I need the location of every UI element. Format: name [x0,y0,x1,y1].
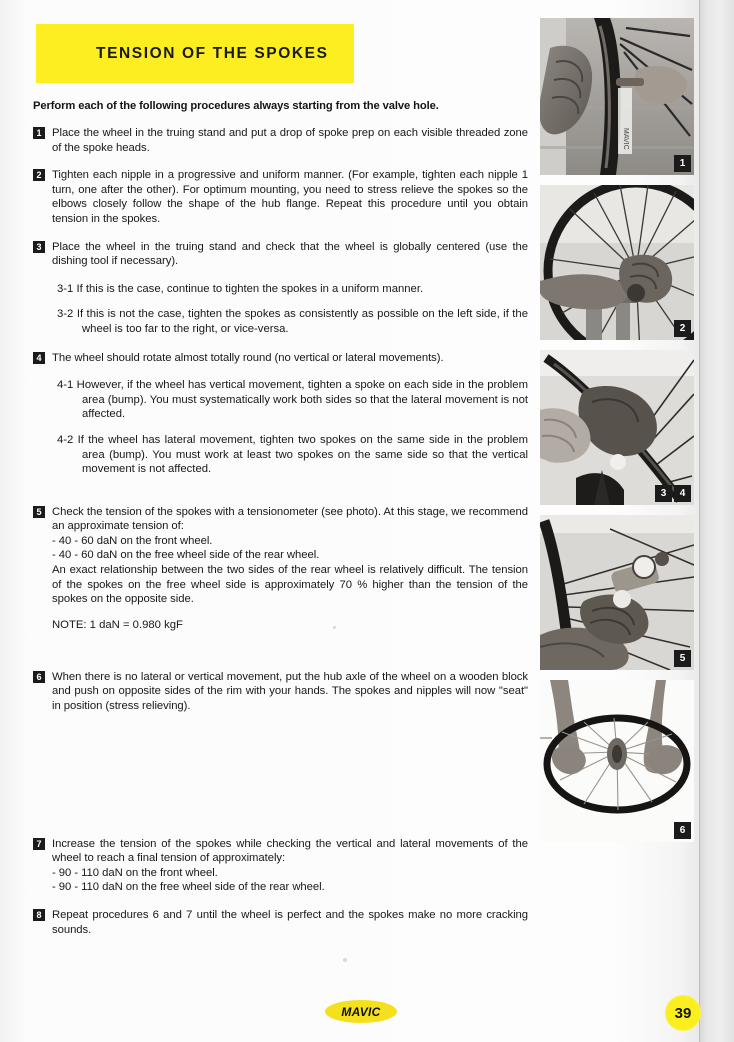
page-gutter [700,0,734,1042]
step-text: Increase the tension of the spokes while checking the vertical and lateral movements of the wheel to reach a final tension of approximately: [52,837,528,865]
step-text: When there is no lateral or vertical movement, put the hub axle of the wheel on a wooden block and push on opposite sides of the rim with your hands. The spokes and nipples will now "seat" in position (stress relieving). [52,670,528,713]
step-6 [33,670,528,714]
substep-text: However, if the wheel has vertical movement, tighten a spoke on each side in the problem area (bump). You must systematically work both sides so that the lateral movement is not affected. [76,379,529,421]
step-text-continued: An exact relationship between the two sides of the rear wheel is relatively difficult. The tension of the spokes on the free wheel side is approximately 70 % higher than the tension of the spokes on the opposite side. [52,564,528,606]
step-note: NOTE: 1 daN = 0.980 kgF [52,618,183,631]
page-title: TENSION OF THE SPOKES [96,44,329,62]
step-number-badge: 1 [33,127,45,139]
photo-badge: 1 [674,155,691,172]
substep-4-2 [33,433,528,477]
step-number-badge: 3 [33,241,45,253]
substep-line [57,433,528,477]
step-bullet: - 90 - 110 daN on the front wheel. [52,866,218,879]
scan-speck [343,958,347,962]
intro-text: Perform each of the following procedures always starting from the valve hole. [33,100,439,112]
mavic-logo-text: MAVIC [341,1004,381,1019]
photo-column [540,18,694,852]
step-text: The wheel should rotate almost totally round (no vertical or lateral movements). [52,351,444,364]
title-banner [36,24,354,83]
step-bullet: - 40 - 60 daN on the front wheel. [52,534,213,547]
substep-number: 3-2 [57,308,74,321]
substep-number: 3-1 [57,282,74,295]
step-number-badge: 4 [33,352,45,364]
photo-badge: 2 [674,320,691,337]
step-bullet: - 40 - 60 daN on the free wheel side of the rear wheel. [52,549,320,562]
step-number-badge: 8 [33,909,45,921]
substep-text: If the wheel has lateral movement, tighten two spokes on the same side in the problem area (bump). You must work at least two spokes on the same side so that the vertical movement is not affected. [77,433,528,476]
block-spacer [33,479,528,505]
photo-5 [540,515,694,670]
step-text: Place the wheel in the truing stand and put a drop of spoke prep on each visible threaded zone of the spoke heads. [52,127,528,154]
photo-wheel-stress-relieving-icon [540,680,694,842]
svg-text:MAVIC: MAVIC [622,128,629,150]
step-text: Repeat procedures 6 and 7 until the wheel is perfect and the spokes make no more cracking sounds. [52,909,528,936]
block-spacer [33,644,528,670]
substep-number: 4-2 [57,433,74,446]
page-number-badge [665,995,701,1031]
step-1 [33,126,528,155]
photo-1 [540,18,694,175]
photo-badge: 3 [655,485,672,502]
substep-text: If this is not the case, tighten the spokes as consistently as possible on the left side, if the wheel is too far to the right, or vice-versa. [76,308,529,335]
photo-badge-secondary: 4 [674,485,691,502]
photo-tensionometer-icon [540,515,694,670]
photo-wheel-truing-stand-icon [540,185,694,340]
photo-hand-rim-check-icon [540,350,694,505]
step-text: Tighten each nipple in a progressive and uniform manner. (For example, tighten each nipple 1 turn, one after the other). For optimum mounting, you need to stress relieve the spokes so the elbows closely follow the shape of the hub flange. Repeat this procedure until you obtain tension in the spokes. [52,169,528,225]
block-spacer-large [33,727,528,837]
step-4 [33,351,528,366]
step-3 [33,240,528,269]
photo-badge: 6 [674,822,691,839]
mavic-logo [325,1000,397,1023]
step-text: Place the wheel in the truing stand and check that the wheel is globally centered (use the dishing tool if necessary). [52,240,528,268]
substep-number: 4-1 [57,379,74,392]
substep-4-1 [33,378,528,422]
step-7 [33,837,528,895]
step-8 [33,908,528,937]
step-number-badge: 7 [33,838,45,850]
page-number: 39 [674,1004,692,1022]
substep-text: If this is the case, continue to tighten the spokes in a uniform manner. [76,282,424,295]
substep-3-2 [33,307,528,336]
photo-hand-wheel-spoke-prep-icon [540,18,694,175]
step-text: Check the tension of the spokes with a tensionometer (see photo). At this stage, we recommend an approximate tension of: [52,505,528,533]
step-number-badge: 6 [33,671,45,683]
substep-3-1 [33,282,528,297]
photo-badge: 5 [674,650,691,667]
photo-6 [540,680,694,842]
step-number-badge: 5 [33,506,45,518]
procedure-content [33,100,528,950]
step-number-badge: 2 [33,169,45,181]
photo-3-4 [540,350,694,505]
substep-line [57,378,528,422]
substep-line [57,307,528,336]
step-5 [33,505,528,631]
step-bullet: - 90 - 110 daN on the free wheel side of the rear wheel. [52,881,325,894]
photo-2 [540,185,694,340]
step-2 [33,168,528,226]
